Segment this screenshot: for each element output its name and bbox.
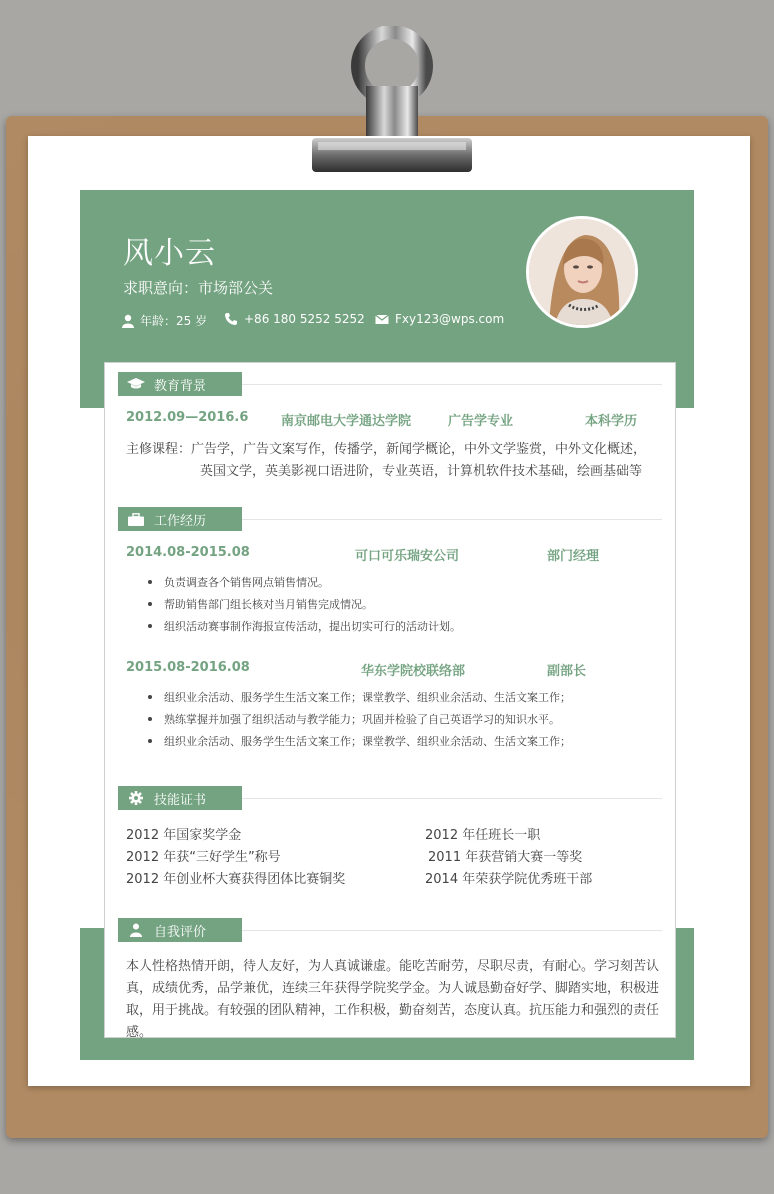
- skill-item: 2012 年创业杯大赛获得团体比赛铜奖: [126, 872, 346, 887]
- section-header-work: [118, 507, 242, 531]
- briefcase-icon: [128, 513, 144, 526]
- skill-item: 2012 年任班长一职: [425, 828, 541, 843]
- courses-line-1: 主修课程：广告学，广告文案写作，传播学，新闻学概论，中外文学鉴赏，中外文化概述，: [126, 442, 647, 457]
- skill-item: 2012 年获“三好学生”称号: [126, 850, 281, 865]
- section-title: 自我评价: [154, 924, 207, 940]
- section-header-skills: [118, 786, 242, 810]
- divider: [242, 519, 662, 520]
- divider: [242, 384, 662, 385]
- gear-icon: [129, 791, 143, 805]
- divider: [242, 798, 662, 799]
- job-position: 部门经理: [547, 549, 600, 564]
- education-period: 2012.09—2016.6: [126, 410, 249, 425]
- education-major: 广告学专业: [448, 414, 514, 429]
- portrait-image: [529, 219, 635, 325]
- section-title: 技能证书: [154, 792, 207, 808]
- job-bullet: 组织业余活动、服务学生生活文案工作；课堂教学、组织业余活动、生活文案工作；: [148, 733, 571, 749]
- skill-item: 2011 年获营销大赛一等奖: [428, 850, 583, 865]
- candidate-name: 风小云: [123, 236, 216, 271]
- job-bullet: 熟练掌握并加强了组织活动与教学能力；巩固并检验了自己英语学习的知识水平。: [148, 711, 560, 727]
- age-text: 年龄：25 岁: [140, 314, 208, 328]
- courses-line-2: 英国文学，英美影视口语进阶，专业英语，计算机软件技术基础，绘画基础等: [200, 464, 643, 479]
- mail-icon: [375, 313, 389, 325]
- skill-item: 2014 年荣获学院优秀班干部: [425, 872, 593, 887]
- person-icon: [122, 314, 134, 328]
- education-school: 南京邮电大学通达学院: [281, 414, 412, 429]
- section-title: 工作经历: [154, 513, 207, 529]
- phone-info: [224, 312, 365, 326]
- section-header-education: [118, 372, 242, 396]
- skill-item: 2012 年国家奖学金: [126, 828, 242, 843]
- binder-clip-icon: [308, 26, 476, 176]
- education-degree: 本科学历: [585, 414, 638, 429]
- user-group-icon: [128, 923, 144, 937]
- email-text: Fxy123@wps.com: [395, 312, 505, 326]
- section-header-self: [118, 918, 242, 942]
- self-evaluation-text: 本人性格热情开朗，待人友好，为人真诚谦虚。能吃苦耐劳，尽职尽责，有耐心。学习刻苦认真，成绩优秀，品学兼优，连续三年获得学院奖学金。为人诚恳勤奋好学、脚踏实地，积极进取，用于挑战。有较强的团队精神，工作积极，勤奋刻苦，态度认真。抗压能力和强烈的责任感。: [126, 959, 660, 1040]
- job-position: 副部长: [547, 664, 587, 679]
- phone-icon: [224, 312, 238, 326]
- age-info: [122, 312, 207, 329]
- graduation-cap-icon: [127, 378, 145, 390]
- profile-photo: [526, 216, 638, 328]
- phone-text: +86 180 5252 5252: [244, 312, 365, 326]
- job-company: 华东学院校联络部: [361, 664, 466, 679]
- email-info: [375, 312, 504, 326]
- job-period: 2014.08-2015.08: [126, 545, 250, 560]
- job-bullet: 帮助销售部门组长核对当月销售完成情况。: [148, 596, 373, 612]
- divider: [242, 930, 662, 931]
- job-objective: 求职意向：市场部公关: [123, 279, 274, 297]
- job-period: 2015.08-2016.08: [126, 660, 250, 675]
- job-company: 可口可乐瑞安公司: [355, 549, 460, 564]
- job-bullet: 组织业余活动、服务学生生活文案工作；课堂教学、组织业余活动、生活文案工作；: [148, 689, 571, 705]
- job-bullet: 负责调查各个销售网点销售情况。: [148, 574, 329, 590]
- job-bullet: 组织活动赛事制作海报宣传活动，提出切实可行的活动计划。: [148, 618, 461, 634]
- section-title: 教育背景: [154, 378, 207, 394]
